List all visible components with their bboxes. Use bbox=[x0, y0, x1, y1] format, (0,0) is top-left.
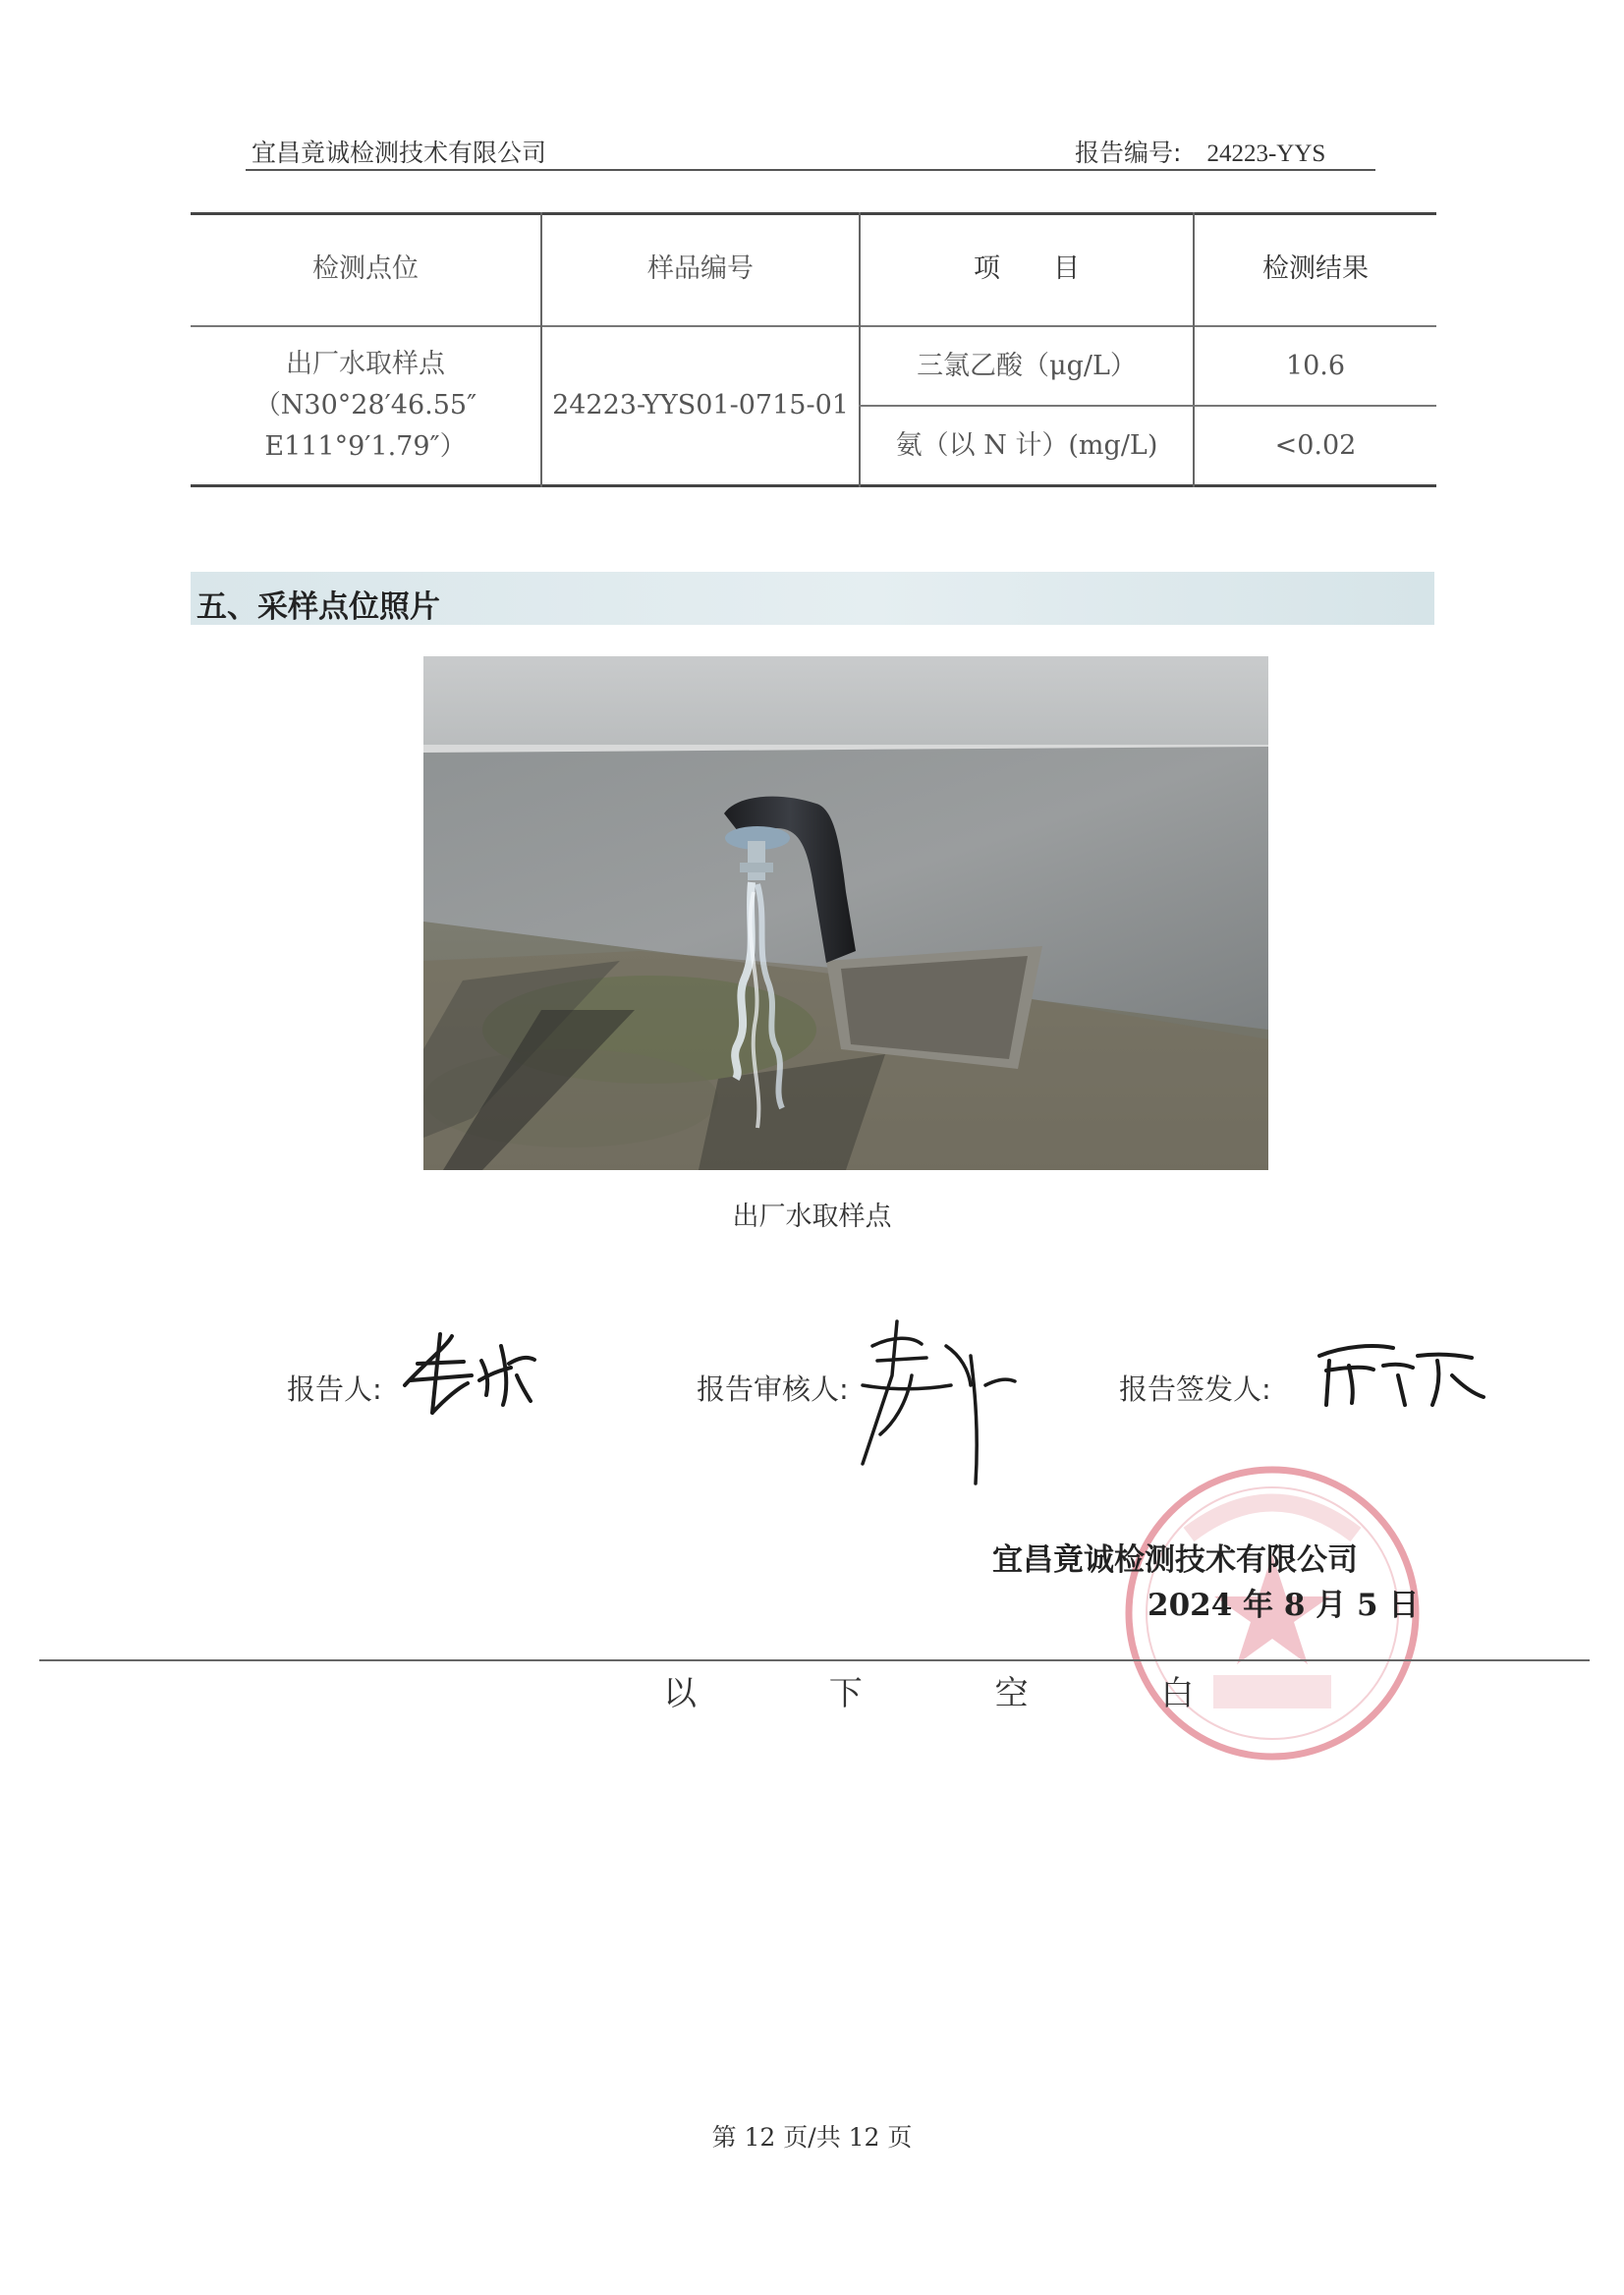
footer-date: 2024 年 8 月 5 日 bbox=[1148, 1588, 1420, 1623]
location-cell bbox=[191, 327, 540, 484]
sampling-point-photo bbox=[423, 656, 1268, 1170]
header-report-number bbox=[1075, 134, 1325, 169]
header-location: 检测点位 bbox=[312, 252, 419, 284]
header-sample-id: 样品编号 bbox=[647, 252, 754, 284]
issuer-label: 报告签发人: bbox=[1119, 1372, 1271, 1406]
header-divider bbox=[246, 169, 1375, 171]
issuer-signature bbox=[1315, 1336, 1491, 1415]
header-item: 项 目 bbox=[974, 252, 1080, 284]
reporter-label: 报告人: bbox=[287, 1372, 382, 1406]
report-number-value: 24223-YYS bbox=[1206, 140, 1326, 167]
reviewer-signature bbox=[853, 1316, 1030, 1493]
location-latitude: （N30°28′46.55″ bbox=[253, 390, 477, 420]
photo-caption: 出厂水取样点 bbox=[732, 1202, 892, 1232]
location-name: 出厂水取样点 bbox=[286, 349, 445, 379]
header-result: 检测结果 bbox=[1262, 252, 1369, 284]
reporter-signature bbox=[393, 1326, 540, 1420]
page-number: 第 12 页/共 12 页 bbox=[711, 2123, 913, 2152]
report-number-label: 报告编号: bbox=[1075, 139, 1182, 167]
section-title: 五、采样点位照片 bbox=[196, 589, 440, 625]
result-cell: 10.6 bbox=[1285, 350, 1346, 381]
result-cell: <0.02 bbox=[1274, 429, 1357, 461]
item-cell: 氨（以 N 计）(mg/L) bbox=[895, 429, 1158, 461]
table-bottom-border bbox=[191, 484, 1436, 487]
header-company-name: 宜昌竟诚检测技术有限公司 bbox=[252, 139, 547, 167]
reviewer-label: 报告审核人: bbox=[697, 1372, 849, 1406]
footer-company-name: 宜昌竟诚检测技术有限公司 bbox=[992, 1542, 1358, 1578]
sample-id-cell: 24223-YYS01-0715-01 bbox=[552, 390, 849, 420]
result-table bbox=[191, 212, 1436, 487]
end-divider bbox=[39, 1659, 1590, 1661]
location-longitude: E111°9′1.79″） bbox=[264, 431, 467, 462]
end-of-report-text: 以 下 空 白 bbox=[663, 1674, 1256, 1713]
item-cell: 三氯乙酸（μg/L） bbox=[917, 350, 1137, 381]
